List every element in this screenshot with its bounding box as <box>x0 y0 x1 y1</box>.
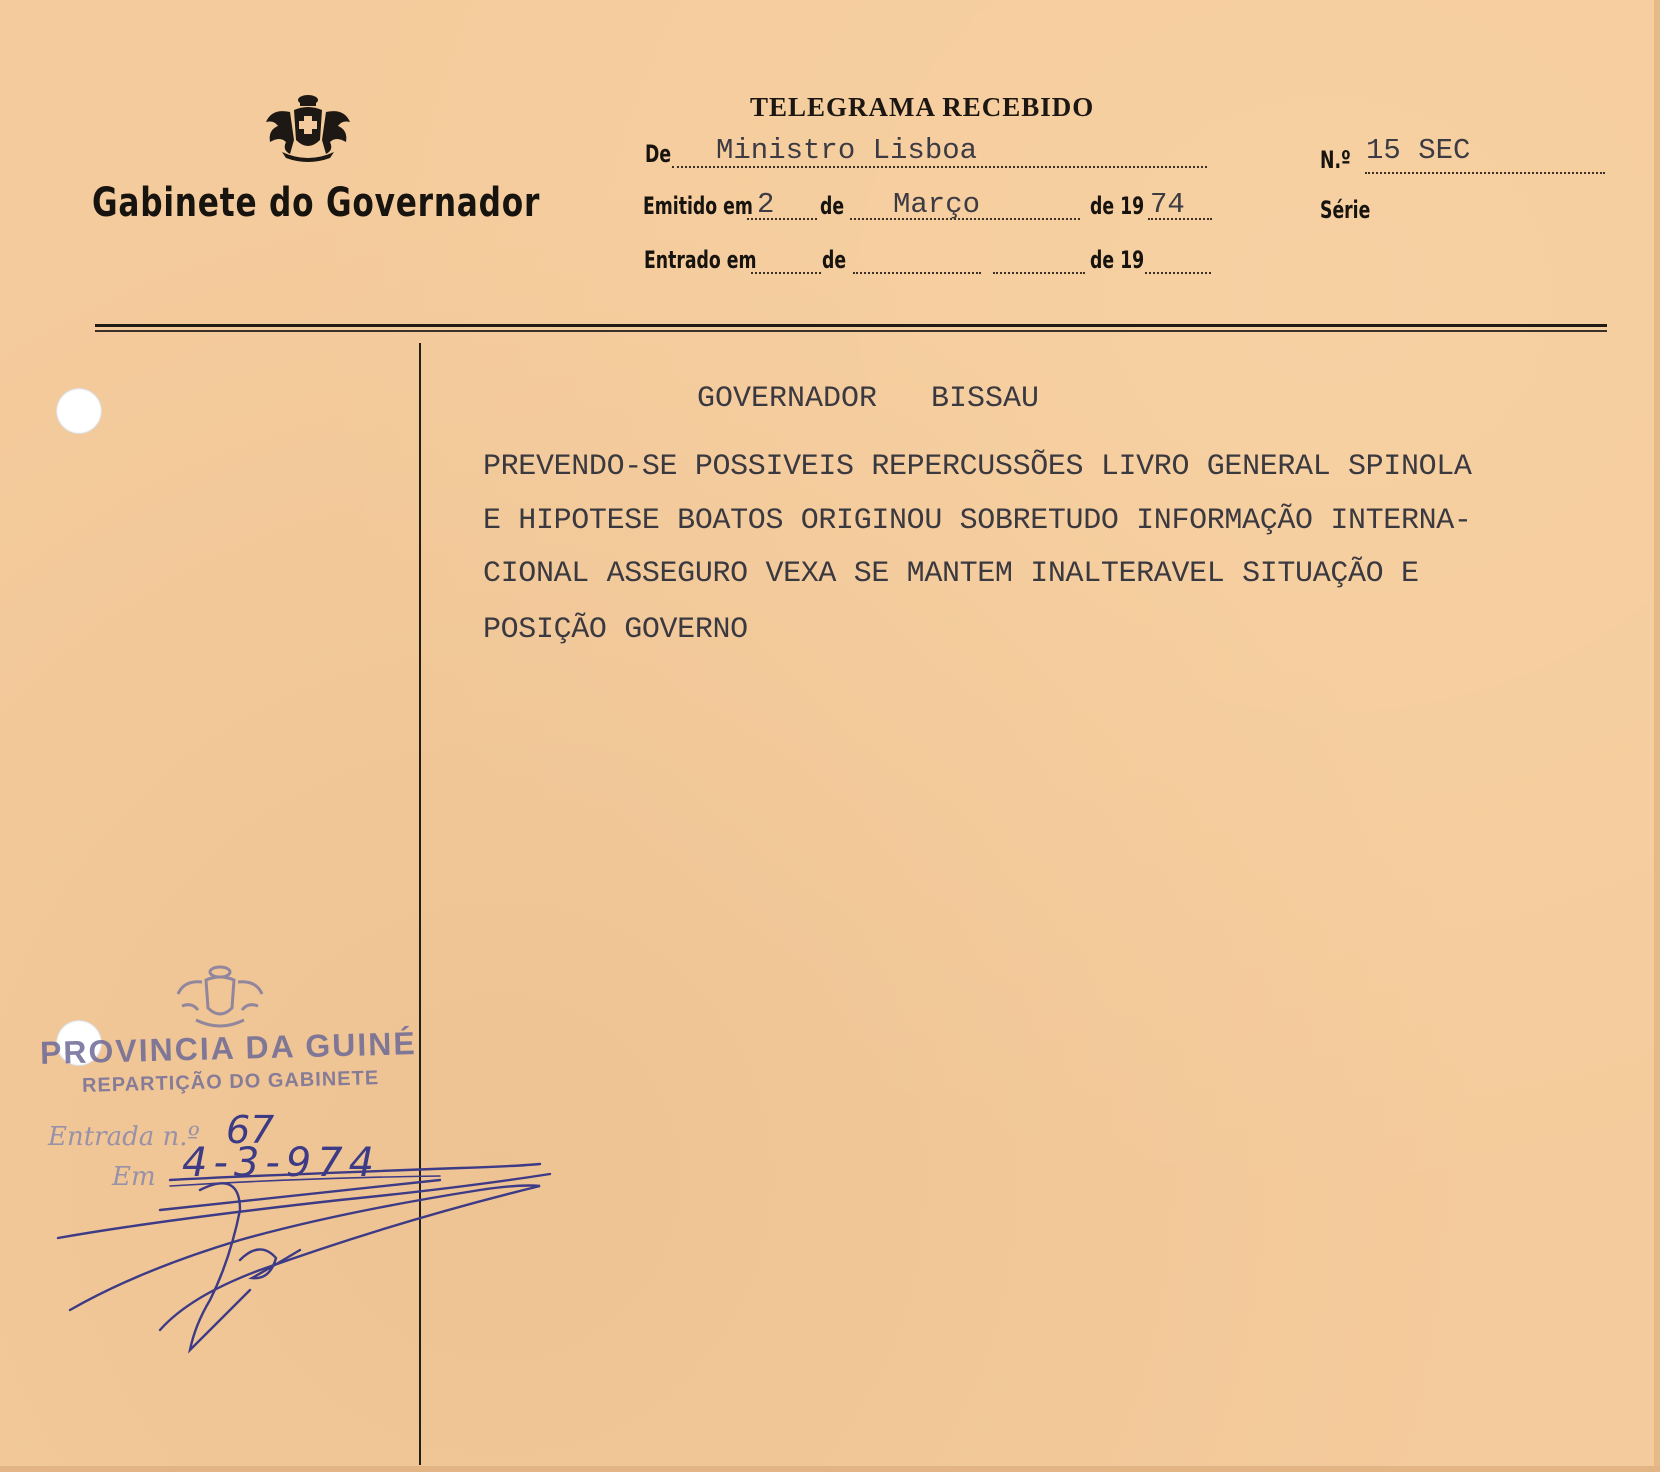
message-line: CIONAL ASSEGURO VEXA SE MANTEM INALTERAVEL SITUAÇÃO E <box>483 557 1419 591</box>
handwritten-signature <box>40 1150 560 1370</box>
entered-month-dotted-line-a <box>853 272 981 274</box>
paper-edge-right <box>1654 0 1660 1472</box>
entered-month-dotted-line-b <box>993 272 1085 274</box>
entered-label: Entrado em <box>644 246 757 274</box>
number-label: N.º <box>1320 146 1351 174</box>
from-value: Ministro Lisboa <box>716 134 978 167</box>
header-rule <box>95 324 1607 327</box>
issued-month: Março <box>893 188 981 221</box>
from-label: De <box>645 140 672 168</box>
stamp-date-label: Em <box>112 1162 156 1192</box>
punch-hole-top <box>56 388 102 434</box>
message-line: E HIPOTESE BOATOS ORIGINOU SOBRETUDO INFORMAÇÃO INTERNA- <box>483 504 1472 538</box>
paper-edge-bottom <box>0 1466 1660 1472</box>
entered-day-dotted-line <box>751 272 821 274</box>
series-label: Série <box>1320 196 1371 224</box>
message-line: POSIÇÃO GOVERNO <box>483 613 748 647</box>
issued-label: Emitido em <box>643 192 753 220</box>
stamp-entry-number: 67 <box>226 1108 275 1152</box>
stamp-entry-label: Entrada n.º <box>48 1122 200 1152</box>
office-title: Gabinete do Governador <box>92 180 541 226</box>
form-title: TELEGRAMA RECEBIDO <box>750 92 1095 122</box>
addressee: GOVERNADOR BISSAU <box>697 382 1040 416</box>
stamp-date-value: 4-3-974 <box>182 1140 381 1186</box>
entered-de-label: de <box>822 246 847 274</box>
message-line: PREVENDO-SE POSSIVEIS REPERCUSSÕES LIVRO GENERAL SPINOLA <box>483 450 1472 484</box>
issued-day: 2 <box>757 188 775 221</box>
entered-year-prefix: de 19 <box>1090 246 1145 274</box>
number-value: 15 SEC <box>1366 134 1471 167</box>
header-rule-secondary <box>95 330 1607 332</box>
issued-year: 74 <box>1150 188 1185 221</box>
entered-year-dotted-line <box>1145 272 1211 274</box>
number-dotted-line <box>1365 172 1605 174</box>
issued-year-prefix: de 19 <box>1090 192 1145 220</box>
stamp-crest-icon <box>170 962 270 1032</box>
stamp-department: REPARTIÇÃO DO GABINETE <box>81 1067 380 1097</box>
issued-de-label: de <box>820 192 845 220</box>
stamp-province: PROVINCIA DA GUINÉ <box>39 1025 418 1071</box>
coat-of-arms-icon <box>260 92 356 164</box>
